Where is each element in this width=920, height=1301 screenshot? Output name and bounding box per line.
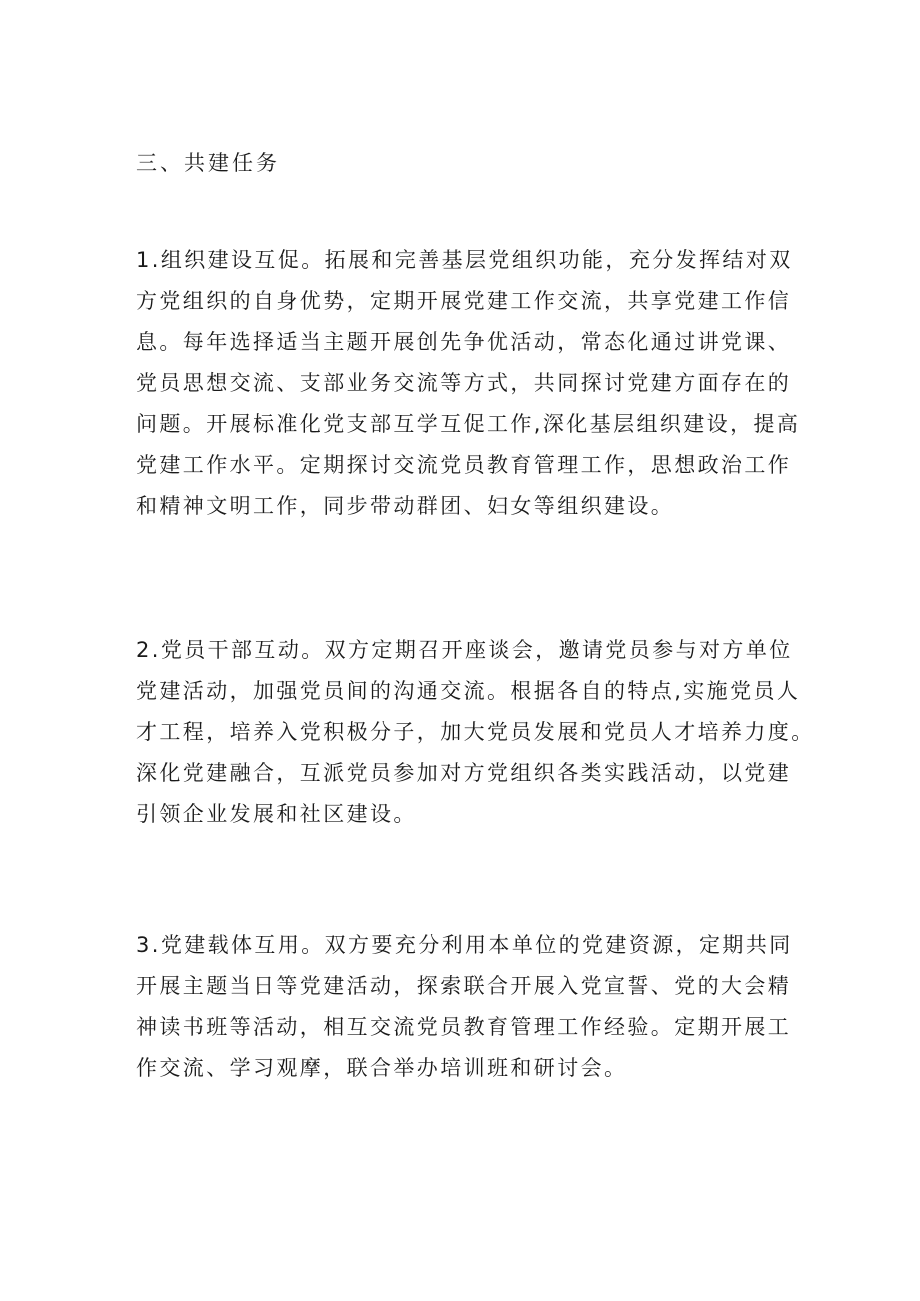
paragraph-cadre-interaction bbox=[136, 630, 815, 835]
paragraph-carrier-sharing bbox=[136, 925, 796, 1089]
paragraph-line: 3.党建载体互用。双方要充分利用本单位的党建资源，定期共同 bbox=[136, 933, 793, 957]
paragraph-line: 方党组织的自身优势，定期开展党建工作交流，共享党建工作信 bbox=[136, 289, 792, 313]
paragraph-line: 党员思想交流、支部业务交流等方式，共同探讨党建方面存在的 bbox=[136, 371, 792, 395]
paragraph-line: 深化党建融合，互派党员参加对方党组织各类实践活动，以党建 bbox=[136, 761, 792, 785]
paragraph-line: 问题。开展标准化党支部互学互促工作,深化基层组织建设，提高 bbox=[136, 412, 801, 436]
paragraph-line: 开展主题当日等党建活动，探索联合开展入党宣誓、党的大会精 bbox=[136, 974, 792, 998]
paragraph-line: 息。每年选择适当主题开展创先争优活动，常态化通过讲党课、 bbox=[136, 330, 792, 354]
paragraph-line: 1.组织建设互促。拓展和完善基层党组织功能，充分发挥结对双 bbox=[136, 248, 793, 272]
paragraph-line: 作交流、学习观摩，联合举办培训班和研讨会。 bbox=[136, 1056, 628, 1080]
paragraph-line: 党建工作水平。定期探讨交流党员教育管理工作，思想政治工作 bbox=[136, 453, 792, 477]
paragraph-line: 和精神文明工作，同步带动群团、妇女等组织建设。 bbox=[136, 494, 675, 518]
paragraph-line: 2.党员干部互动。双方定期召开座谈会，邀请党员参与对方单位 bbox=[136, 638, 793, 662]
section-heading: 三、共建任务 bbox=[136, 151, 280, 175]
paragraph-line: 引领企业发展和社区建设。 bbox=[136, 802, 417, 826]
paragraph-line: 党建活动，加强党员间的沟通交流。根据各自的特点,实施党员人 bbox=[136, 679, 801, 703]
paragraph-line: 才工程，培养入党积极分子，加大党员发展和党员人才培养力度。 bbox=[136, 720, 815, 744]
paragraph-line: 神读书班等活动，相互交流党员教育管理工作经验。定期开展工 bbox=[136, 1015, 792, 1039]
paragraph-organization bbox=[136, 240, 801, 527]
